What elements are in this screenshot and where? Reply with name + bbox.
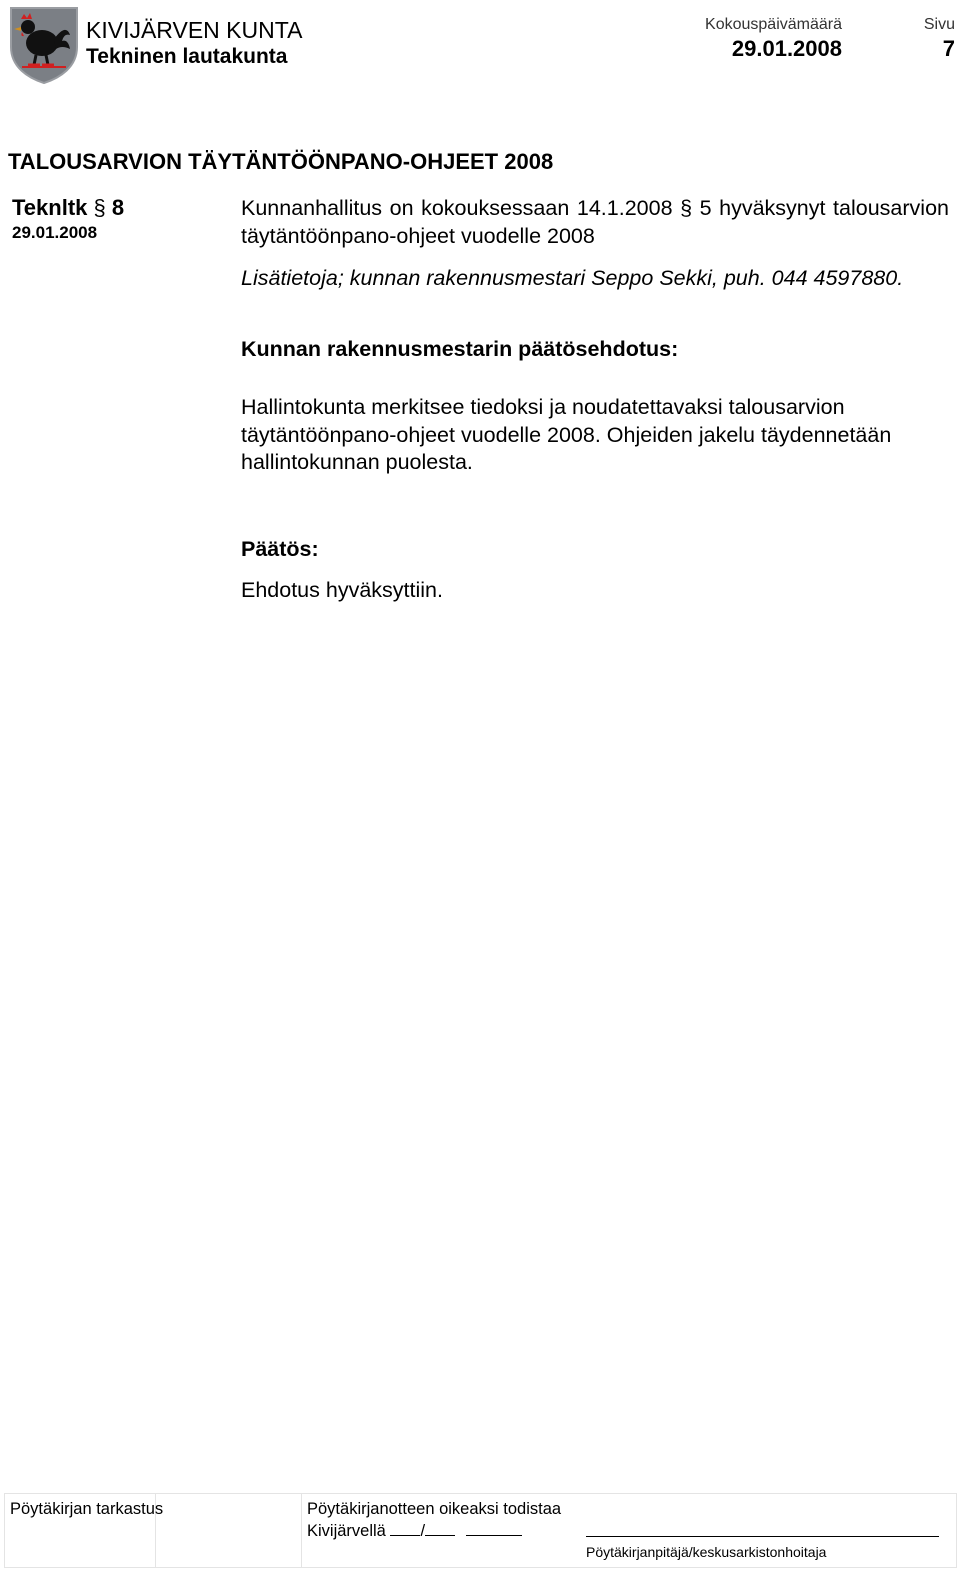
board-name: Tekninen lautakunta xyxy=(86,45,288,68)
document-title: TALOUSARVION TÄYTÄNTÖÖNPANO-OHJEET 2008 xyxy=(8,149,554,174)
signature-line xyxy=(586,1536,939,1537)
section-date: 29.01.2008 xyxy=(12,223,98,242)
decision-paragraph: Ehdotus hyväksyttiin. xyxy=(241,578,443,602)
rooster-coat-of-arms-icon xyxy=(8,5,80,85)
section-body: Teknltk xyxy=(12,195,88,220)
signer-title: Pöytäkirjanpitäjä/keskusarkistonhoitaja xyxy=(586,1544,827,1560)
meeting-date-label: Kokouspäivämäärä xyxy=(705,16,842,33)
footer-divider xyxy=(301,1494,302,1567)
section-reference xyxy=(12,195,124,221)
info-paragraph: Lisätietoja; kunnan rakennusmestari Seppo Sekki, puh. 044 4597880. xyxy=(241,266,904,290)
decision-heading: Päätös: xyxy=(241,537,319,561)
place-date-line xyxy=(307,1521,522,1541)
place-name: Kivijärvellä xyxy=(307,1522,386,1540)
date-separator: / xyxy=(420,1522,426,1540)
year-blank xyxy=(466,1521,522,1536)
organization-name: KIVIJÄRVEN KUNTA xyxy=(86,17,303,43)
page-number: 7 xyxy=(942,36,955,61)
proposal-paragraph: Hallintokunta merkitsee tiedoksi ja noudatettavaksi talousarvion täytäntöönpano-ohjeet vuodelle 2008. Ohjeiden jakelu täydennetään hallintokunnan puolesta. xyxy=(241,395,892,474)
review-label: Pöytäkirjan tarkastus xyxy=(10,1500,164,1518)
paragraph-sign: § xyxy=(93,195,106,220)
page-label: Sivu xyxy=(923,16,955,33)
proposal-heading: Kunnan rakennusmestarin päätösehdotus: xyxy=(241,337,679,361)
intro-paragraph: Kunnanhallitus on kokouksessaan 14.1.2008 § 5 hyväksynyt talousarvion täytäntöönpano-ohjeet vuodelle 2008 xyxy=(241,196,949,248)
month-blank xyxy=(425,1521,455,1536)
meeting-date: 29.01.2008 xyxy=(731,36,842,61)
copy-certification-label: Pöytäkirjanotteen oikeaksi todistaa xyxy=(307,1500,562,1518)
day-blank xyxy=(390,1521,420,1536)
section-number: 8 xyxy=(111,195,125,220)
